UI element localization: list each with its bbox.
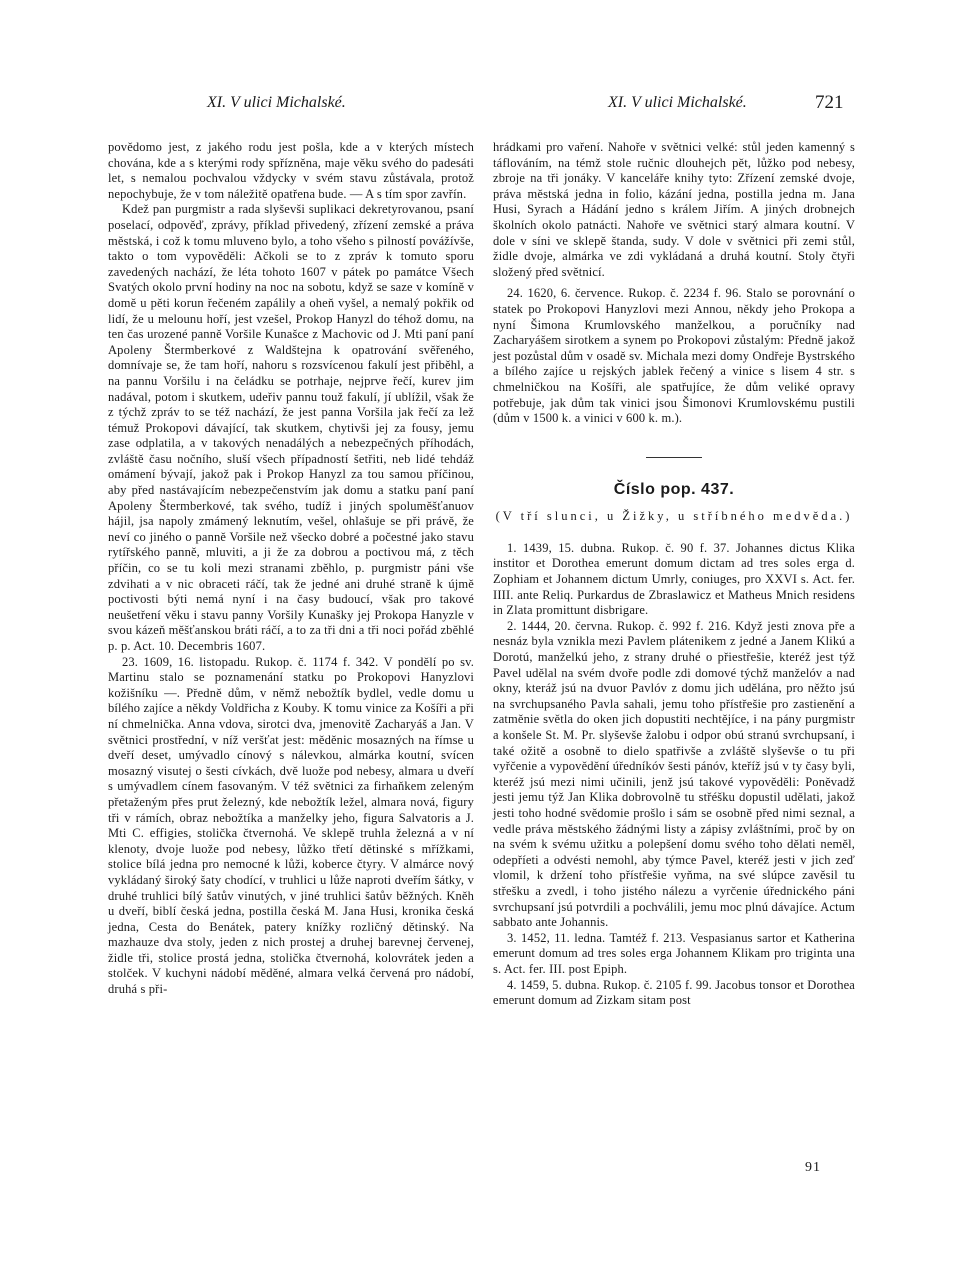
page-number: 721 [815,92,844,113]
signature-number: 91 [805,1160,821,1175]
entry: 1. 1439, 15. dubna. Rukop. č. 90 f. 37. Johannes dictus Klika institor et Dorothea emerunt domum dictam ad tres soles erga d. Zophiam et Johannem dictum Umrly, coniuges, pro XXVI s. Act. fer. IIII. ante Reliq. Purkardus de Zbraslawicz et Matheus Mnich residens in Zlata promittunt disbrigare. [493,540,855,618]
entry: 2. 1444, 20. června. Rukop. č. 992 f. 216. Když jesti znova pře a nesnáz byla vznikla mezi Pavlem plátenikem z jedné a Janem Klikú a Dorotú, manželkú jeho, z strany druhé o přiestřešie, kteréž jest týž Pavel udělal na svém dvoře podle zdi domové týchž manželóv a nad okny, kteráž jsú na dvuor Pavlóv z domu jich udělána, pro něžto jsú na svrchupsaného Pavla sahali, jemu toho přístřešie pro zastienění a zatměnie světla do oken jich dopustiti nechtějíce, i na pány purgmistr a konšele St. M. Pr. slyševše žalobu i odpor obú stranú svrchupsaní, i také ožitě a osobně to dielo spatřivše a zvláště slyševše o tu při vyřčenie a vypovědění úředníkóv šesti pánóv, kteříž jsú v ty časy byli, kteréž jsú mezi nimi učinili, jenž jsú takové vypověděli: Poněvadž jesti jemu týž Jan Klika dobrovolně tu střéšku dopustil udělati, jakož jesti toho hodné svědomie prošlo i sám se osobně před nimi seznal, a vedle práva městského žádnými listy a zápisy zvláštními, proč by on na svém k svému užitku a polepšení domu svého toho dělati neměl, odepříeti a odvésti nemohl, aby týmce Pavel, kteréž jesti v jich zeď vlomil, k držení toho přístřešie vyňma, na své slúpce zavěsil tu střešku a zvedl, i toho jistého nálezu a vyrčenie úřednického páni svrchupsaní jsú potvrdili a pochválili, jemu moc plnú dávajíce. Actum sabbato ante Johannis. [493,618,855,930]
section-title: Číslo pop. 437. [613,480,735,498]
paragraph: povědomo jest, z jakého rodu jest pošla, kde a v kterých místech chována, kde a s kterými rody spřízněna, maje věku svého do padesáti let, s nemalou pochvalou vždycky v svém stavu zůstávala, protož nepochybuje, že v tom náležitě opatřena bude. — A s tím spor zavřín. [108,140,474,201]
paragraph: 23. 1609, 16. listopadu. Rukop. č. 1174 f. 342. V pondělí po sv. Martinu stalo se poznamenání statku po Prokopovi Hanyzlovi kožišníku —. Předně dům, v němž nebožtík bydlel, vedle domu u bílého zajíce a někdy Voldřicha z Kouby. K tomu vinice za Košíři a při ní chmelnička. Anna vdova, sirotci dva, jmenovitě Zacharyáš a Jan. V světnici prostřední, v níž veršťat jest: měděnic mosazných na římse u dveří deset, umývadlo cínový s nálevkou, almárka koutní, svícen mosazný visutej o šesti cívkách, dvě luože pod nebesy, almara u dveří s umývadlem cínem fasovaným. V též světnici za firhaňkem zeleným přetaženým přes prut železný, kde nebožtík ležel, almara nová, figury tři v rámích, obraz nebožtíka a manželky jeho, figura Salvatoris a J. Mti C. effigies, stolička čtvernohá. Ve sklepě truhla železná a v ní klenoty, dvoje luože pod nebesy, lůžko třetí dětinské s mřížkami, stolice bílá jedna pro nemocné k lůži, koberce čtyry. V almárce nový vykládaný široký šaty chodící, v truhlici u lůže naproti dveřím šátky, v druhé truhlici bílý šatův vinutých, v jiné truhlici šatův běžných. Kněh u dveří, biblí česká jedna, postilla česká M. Jana Husi, kronika česká jedna, Cesta do Benátek, patery knížky rozličný dětinský. Na mazhauze dva stoly, jeden z nich prostej a druhej barevnej červenej, židle tři, stolice prostá jedna, stolička čtvernohá, kolovrátek jeden a stolček. V kuchyni nádobí měděné, almara velká červená pro nádobí, druhá s při- [108,654,474,997]
right-column [493,140,855,1009]
entry: 3. 1452, 11. ledna. Tamtéž f. 213. Vespasianus sartor et Katherina emerunt domum ad tres soles erga Johannem Klikam pro triginta una s. Act. fer. III. post Epiph. [493,930,855,976]
left-column [108,140,474,998]
right-running-title: XI. V ulici Michalské. [608,94,747,111]
paragraph: Kdež pan purgmistr a rada slyševši suplikaci dekretyrovanou, psaní poselací, odpověď, zprávy, příklad přivedený, zřízení zemské a práva městská, i což k tomu mluveno bylo, a toho všeho s pilností povážívše, takto o tom vypověděli: Ačkoli se to z zpráv k tomuto sporu zavedených nachází, že léta tohoto 1607 v pátek po památce Všech Svatých okolo první hodiny na noc na sobotu, když se saze v komíně v domě u pěti korun řečeném zapálily a oheň vyšel, a nemalý pokřik od lidí, že u melounu hoří, jest vzešel, Prokop Hanyzl do téhož domu, na ten čas urozené panně Voršile Kunašce z Machovic od J. Mti paní paní Apoleny Štermberkové z Waldštejna k opatrování svěřeného, domnívaje se, že tam hoří, nahoru s rozsvícenou fakulí jest přiběhl, a na pannu Voršilu i na čeládku se potrhaje, nejprve řečí, kurev jim nadával, potom i skutkem, udeřiv pannu touž fakulí, jí ublížil, však že z týchž zpráv to se též nachází, že jest panna Voršila jak řečí za lež témuž Prokopovi dávající, tak skutkem, chytivši jej za fousy, jemu zase odplatila, a v takových nenadálých a nebezpečných příhodách, zvláště času nočního, sluší všech případností šetřiti, neb lidé tehdáž omámení bývají, jakož pak i Prokop Hanyzl za tou samou příčinou, aby před nastávajícím nebezpečenstvím jak domu a statku paní paní Apoleny Štermberkové, tak svého, tudíž i jiných spoluměšťanuov hájil, jsa napoly zmámený leknutím, vešel, ohlašuje se při právě, že neví co jiného o panně Voršile než všecko dobré a počestné jako stavu rytířského panně, mluviti, a ji že za dobrou a poctivou má, z těch příčin, co se tu koli mezi stranami zběhlo, p. purgmistr páni vše zdvihati a v nic obraceti ráčí, tak že jedné ani druhé straně k újmě poctivosti býti nemá nyní i na časy budoucí, však pro takové neušetření věku i stavu panny Voršily Kunašky jej Prokopa Hanyzle v svou kázeň měšťanskou bráti ráčí, a to za tři dni a tři noci pořád zběhlé p. p. Act. 10. Decembris 1607. [108,202,474,653]
paragraph: hrádkami pro vaření. Nahoře v světnici velké: stůl jeden kamenný s táflováním, na témž stole ručnic dlouhejch pět, lůžko pod nebesy, zbroje na tři jonáky. V kanceláře knihy tyto: Zřízení zemské dvoje, práva městská jedna in folio, kázání jedna, postilla jedna m. Jana Husi, Syrach a Hádání jedno s králem Jiřím. A jiných drobnejch školních okolo patnácti. Nahoře ve světnici starý almara koutní. V dole v síni ve sklepě štanda, sudy. V dole v světnici při zemi stůl, židle dvoje, almárka ve zdi vykládaná a druhá koutní. Stoly čtyři složený před světnicí. [493,140,855,279]
section-subtitle: (V tří slunci, u Žižky, u stříbného medvěda.) [495,509,853,524]
running-header [0,94,960,124]
section-divider [646,457,702,458]
left-running-title: XI. V ulici Michalské. [207,94,346,111]
entry: 4. 1459, 5. dubna. Rukop. č. 2105 f. 99. Jacobus tonsor et Dorothea emerunt domum ad Zizkam sitam post [493,977,855,1008]
paragraph: 24. 1620, 6. července. Rukop. č. 2234 f. 96. Stalo se porovnání o statek po Prokopovi Hanyzlovi mezi Annou, někdy jeho Prokopa a nyní Šimona Krumlovského manželkou, a poručníky nad Zacharyášem sirotkem a synem po Prokopovi zůstalým: Předně jakož jest pozůstal dům v osadě sv. Michala mezi domy Ondřeje Bystrského a bílého zajíce u rejských jablek řečený a vinice s lisem 4 str. s chmelničkou na Košíři, ale spatřujíce, že dům veliké opravy potřebuje, jak dům tak vinici jsou Šimonovi Krumlovskému pustili (dům v 1500 k. a vinici v 600 k. m.). [493,286,855,426]
